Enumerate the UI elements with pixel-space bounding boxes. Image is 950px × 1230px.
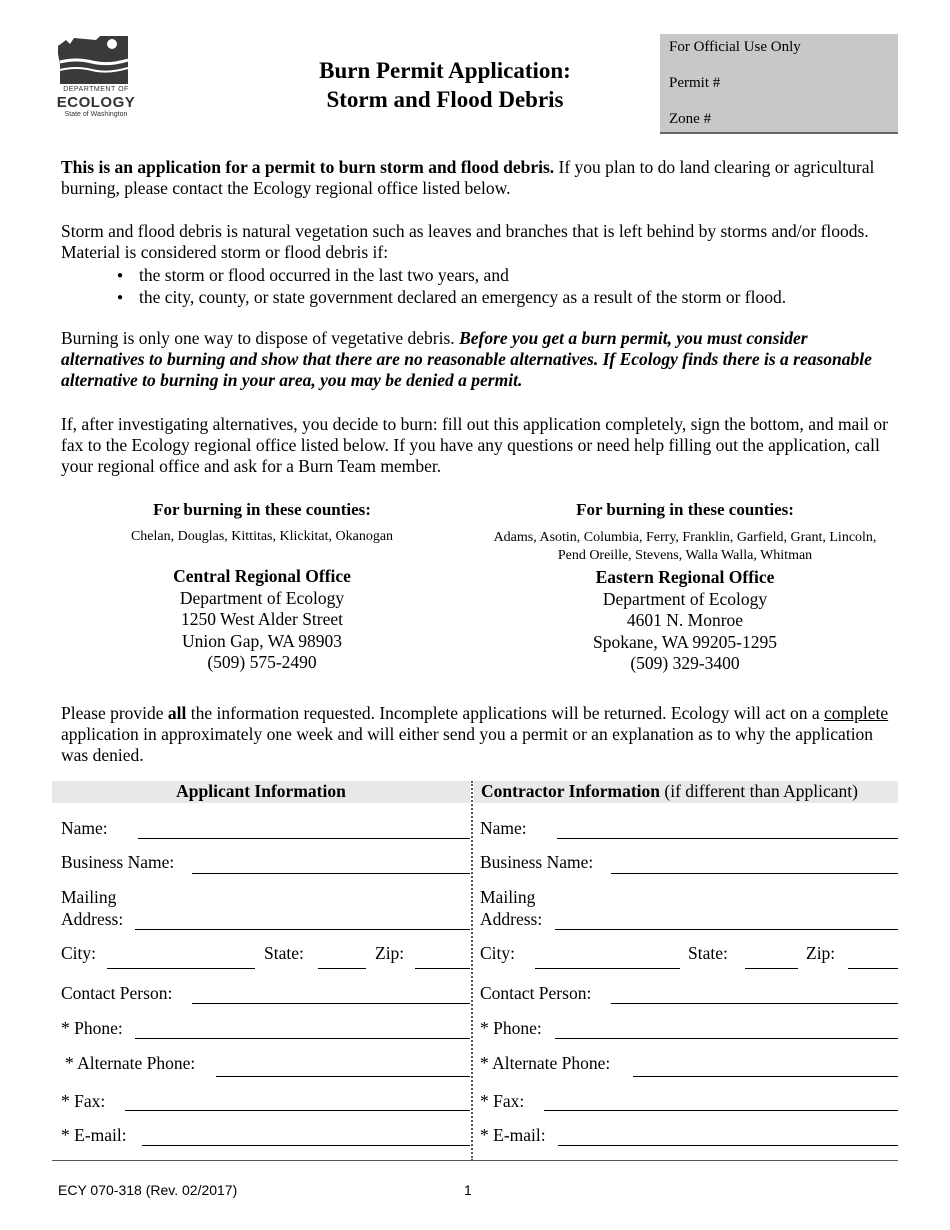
contractor-heading: Contractor Information [481, 781, 661, 801]
phone-label: * Phone: [480, 1018, 542, 1038]
column-divider [471, 781, 473, 1161]
alternate-phone-label: * Alternate Phone: [65, 1053, 196, 1073]
zone-number-label: Zone # [669, 111, 712, 127]
intro-paragraph-3 [61, 328, 891, 391]
office-dept: Department of Ecology [602, 588, 768, 609]
office-phone: (509) 329-3400 [630, 653, 740, 673]
contractor-zip-field[interactable] [848, 968, 898, 969]
state-label: State: [688, 943, 728, 963]
list-item: ● the storm or flood occurred in the last two years, and [117, 265, 891, 286]
office-city: Spokane, WA 99205-1295 [593, 631, 777, 652]
office-city: Union Gap, WA 98903 [181, 630, 343, 651]
office-dept: Department of Ecology [179, 587, 345, 608]
contractor-header [474, 781, 898, 803]
zip-label: Zip: [806, 943, 836, 963]
logo-name: ECOLOGY [56, 94, 136, 111]
office-street: 1250 West Alder Street [180, 609, 344, 629]
contractor-address-field[interactable] [555, 929, 898, 930]
intro-paragraph-1 [61, 157, 891, 199]
fax-label: * Fax: [61, 1091, 106, 1111]
notice-underline: complete [824, 703, 889, 723]
official-heading: For Official Use Only [669, 39, 801, 55]
title-line-2: Storm and Flood Debris [326, 87, 564, 112]
intro-bold: This is an application for a permit to burn storm and flood debris. [61, 157, 555, 177]
office-phone: (509) 575-2490 [207, 652, 317, 672]
applicant-city-field[interactable] [107, 968, 255, 969]
title-line-1: Burn Permit Application: [319, 58, 571, 83]
permit-number-label: Permit # [669, 75, 721, 91]
business-name-label: Business Name: [480, 852, 594, 872]
name-label: Name: [480, 818, 527, 838]
city-label: City: [61, 943, 97, 963]
contractor-name-field[interactable] [557, 838, 898, 839]
intro-paragraph-4 [61, 414, 891, 477]
name-label: Name: [61, 818, 108, 838]
applicant-fax-field[interactable] [125, 1110, 470, 1111]
contractor-phone-field[interactable] [555, 1038, 898, 1039]
form-id: ECY 070-318 (Rev. 02/2017) [58, 1182, 238, 1198]
applicant-email-field[interactable] [142, 1145, 470, 1146]
completeness-notice [61, 703, 891, 766]
eastern-office [475, 500, 895, 675]
alternatives-warning: Before you get a burn permit, you must consider alternatives to burning and show that there are no reasonable alternatives. If Ecology finds there is a reasonable alternative to burning in your area, you may be denied a permit. [61, 328, 872, 390]
phone-label: * Phone: [61, 1018, 123, 1038]
fax-label: * Fax: [480, 1091, 525, 1111]
mailing-label: Mailing [480, 887, 536, 907]
contractor-state-field[interactable] [745, 968, 798, 969]
notice-bold: all [167, 703, 187, 723]
applicant-heading: Applicant Information [176, 781, 346, 801]
applicant-state-field[interactable] [318, 968, 366, 969]
office-name: Central Regional Office [173, 566, 351, 586]
alternatives-text: Burning is only one way to dispose of vegetative debris. [61, 328, 460, 348]
contractor-business-field[interactable] [611, 873, 898, 874]
intro-rest: If you plan to do land clearing or agricultural burning, please contact the Ecology regional office listed below. [61, 157, 875, 198]
page-title [260, 56, 630, 114]
counties-list: Chelan, Douglas, Kittitas, Klickitat, Okanogan [130, 529, 394, 544]
washington-state-icon [56, 34, 136, 86]
criteria-list [117, 265, 891, 308]
counties-heading: For burning in these counties: [153, 500, 371, 519]
contact-person-label: Contact Person: [61, 983, 173, 1003]
office-name: Eastern Regional Office [595, 567, 775, 587]
applicant-zip-field[interactable] [415, 968, 470, 969]
contractor-city-field[interactable] [535, 968, 680, 969]
notice-text: the information requested. Incomplete applications will be returned. Ecology will act on a [186, 703, 824, 723]
alternate-phone-label: * Alternate Phone: [480, 1053, 611, 1073]
applicant-name-field[interactable] [138, 838, 470, 839]
contractor-note: (if different than Applicant) [660, 781, 858, 801]
counties-heading: For burning in these counties: [576, 500, 794, 519]
office-street: 4601 N. Monroe [626, 610, 744, 630]
state-label: State: [264, 943, 304, 963]
address-label: Address: [61, 909, 124, 929]
list-item: ● the city, county, or state government declared an emergency as a result of the storm or flood. [117, 287, 891, 308]
contractor-email-field[interactable] [558, 1145, 898, 1146]
notice-text: Please provide [61, 703, 168, 723]
applicant-phone-field[interactable] [135, 1038, 470, 1039]
contractor-alt-phone-field[interactable] [633, 1076, 898, 1077]
city-label: City: [480, 943, 516, 963]
mailing-label: Mailing [61, 887, 117, 907]
applicant-alt-phone-field[interactable] [216, 1076, 470, 1077]
intro-paragraph-2 [61, 221, 891, 308]
logo-state: State of Washington [64, 111, 128, 118]
address-label: Address: [480, 909, 543, 929]
contractor-fax-field[interactable] [544, 1110, 898, 1111]
instructions-text: If, after investigating alternatives, you decide to burn: fill out this application completely, sign the bottom, and mail or fax to the Ecology regional office listed below. If you have any questions or need help filling out the application, call your regional office and ask for a Burn Team member. [61, 414, 888, 476]
form-bottom-rule [52, 1160, 898, 1161]
debris-definition: Storm and flood debris is natural vegetation such as leaves and branches that is left behind by storms and/or floods. Material is considered storm or flood debris if: [61, 221, 869, 262]
logo-dept: DEPARTMENT OF [63, 86, 129, 93]
applicant-business-field[interactable] [192, 873, 470, 874]
official-use-box [660, 34, 898, 134]
applicant-address-field[interactable] [135, 929, 470, 930]
applicant-header [52, 781, 470, 803]
business-name-label: Business Name: [61, 852, 175, 872]
email-label: * E-mail: [61, 1125, 127, 1145]
ecology-logo [56, 34, 136, 124]
applicant-contact-field[interactable] [192, 1003, 470, 1004]
contractor-contact-field[interactable] [611, 1003, 898, 1004]
central-office [52, 500, 472, 674]
page-number: 1 [464, 1182, 472, 1198]
contact-person-label: Contact Person: [480, 983, 592, 1003]
counties-list: Adams, Asotin, Columbia, Ferry, Franklin, Garfield, Grant, Lincoln, Pend Oreille, Stevens, Walla Walla, Whitman [493, 530, 877, 563]
notice-text: application in approximately one week and will either send you a permit or an explanation as to why the application was denied. [61, 724, 874, 765]
zip-label: Zip: [375, 943, 405, 963]
email-label: * E-mail: [480, 1125, 546, 1145]
